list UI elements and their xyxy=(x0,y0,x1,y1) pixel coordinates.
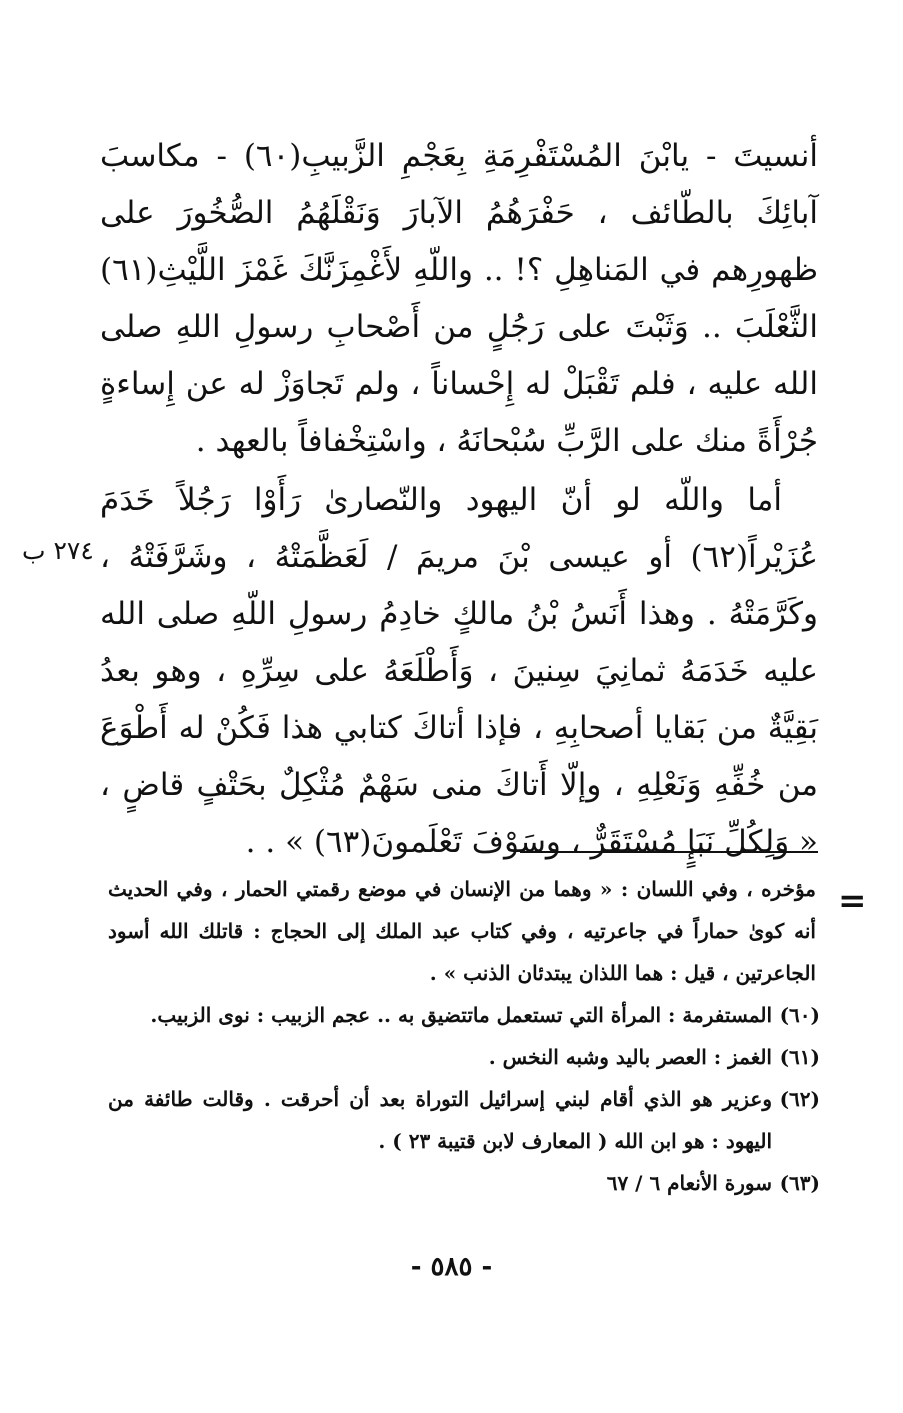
footnote-60 xyxy=(108,994,820,1036)
footnote-61 xyxy=(108,1036,820,1078)
continuation-mark: = xyxy=(838,881,867,921)
footnote-text: الغمز : العصر باليد وشبه النخس . xyxy=(488,1045,772,1069)
footnote-63 xyxy=(108,1162,820,1204)
footnote-number: (٦١) xyxy=(779,1045,820,1069)
footnote-62 xyxy=(108,1078,820,1162)
main-text xyxy=(100,128,818,871)
footnotes xyxy=(108,868,820,1204)
paragraph-2: أما واللّه لو أنّ اليهود والنّصارىٰ رَأَوْا رَجُلاً خَدَمَ عُزَيْراً(٦٢) أو عيسى بْنَ مريمَ / لَعَظَّمَتْهُ ، وشَرَّفَتْهُ ، وكَرَّمَتْهُ . وهذا أَنَسُ بْنُ مالكٍ خادِمُ رسولِ اللّهِ صلى الله عليه خَدَمَهُ ثمانِيَ سِنينَ ، وَأَطْلَعَهُ على سِرِّهِ ، وهو بعدُ بَقِيَّةٌ من بَقايا أصحابِهِ ، فإذا أتاكَ كتابي هذا فَكُنْ له أَطْوَعَ من خُفِّهِ وَنَعْلِهِ ، وإلّا أَتاكَ منى سَهْمٌ مُثْكِلٌ بحَتْفٍ قاضٍ ، « وَلِكُلِّ نَبَإٍ مُسْتَقَرٌّ ، وسَوْفَ تَعْلَمونَ(٦٣) » . . xyxy=(100,482,818,860)
footnote-continuation: مؤخره ، وفي اللسان : « وهما من الإنسان في موضع رقمتي الحمار ، وفي الحديث أنه كوىٰ حماراً في جاعرتيه ، وفي كتاب عبد الملك إلى الحجاج : قاتلك الله أسود الجاعرتين ، قيل : هما اللذان يبتدئان الذنب » . xyxy=(108,877,816,985)
footnote-number: (٦٢) xyxy=(779,1087,820,1111)
manuscript-folio-note: ٢٧٤ ب xyxy=(22,536,94,565)
footnote-number: (٦٠) xyxy=(779,1003,820,1027)
footnote-text: المستفرمة : المرأة التي تستعمل ماتتضيق به .. عجم الزبيب : نوى الزبيب. xyxy=(150,1003,772,1027)
paragraph-1: أنسيتَ - يابْنَ المُسْتَفْرِمَةِ بِعَجْمِ الزَّبيبِ(٦٠) - مكاسبَ آبائِكَ بالطّائف ، حَفْرَهُمُ الآبارَ وَنَقْلَهُمُ الصُّخُورَ على ظهورِهم في المَناهِلِ ؟! .. واللّهِ لأَغْمِزَنَّكَ غَمْزَ اللَّيْثِ(٦١) الثَّعْلَبَ .. وَثَبْتَ على رَجُلٍ من أَصْحابِ رسولِ اللهِ صلى الله عليه ، فلم تَقْبَلْ له إِحْساناً ، ولم تَجاوَزْ له عن إِساءةٍ جُرْأَةً منك على الرَّبِّ سُبْحانَهُ ، واسْتِخْفافاً بالعهد . xyxy=(100,138,818,459)
page-number: - ٥٨٥ - xyxy=(410,1252,493,1282)
footnote-text: سورة الأنعام ٦ / ٦٧ xyxy=(606,1171,772,1195)
footnote-number: (٦٣) xyxy=(779,1171,820,1195)
footnote-text: وعزير هو الذي أقام لبني إسرائيل التوراة بعد أن أحرقت . وقالت طائفة من اليهود : هو ابن الله ( المعارف لابن قتيبة ٢٣ ) . xyxy=(108,1087,772,1153)
footnote-separator xyxy=(520,851,818,853)
